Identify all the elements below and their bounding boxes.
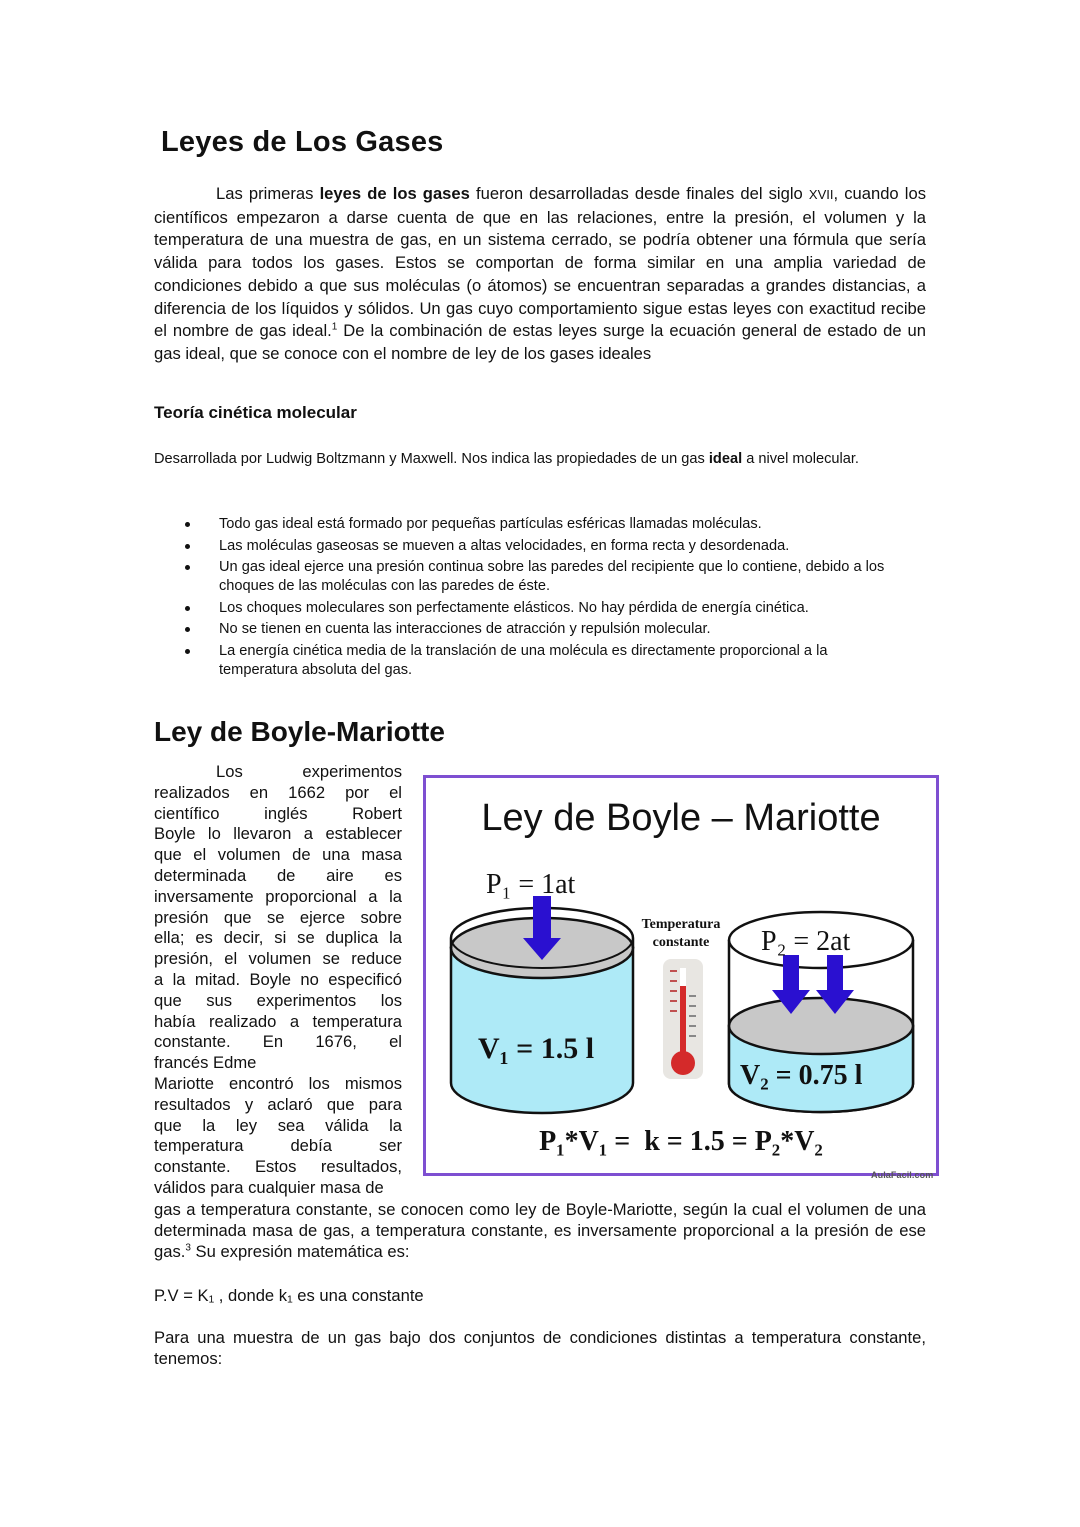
text-line: a la mitad. Boyle no especificó xyxy=(154,969,402,989)
p1-label: P₁ = 1at xyxy=(486,869,576,900)
text-line: resultados y aclaró que para xyxy=(154,1094,402,1114)
boyle-continuation-paragraph xyxy=(154,1199,926,1262)
description-text: a nivel molecular. xyxy=(742,451,859,467)
list-item xyxy=(154,642,934,680)
intro-paragraph xyxy=(154,183,926,366)
list-item-text: No se tienen en cuenta las interacciones de atracción y repulsión molecular. xyxy=(219,621,711,637)
description-bold-term: ideal xyxy=(708,451,743,467)
text-line: determinada de aire es xyxy=(154,865,402,885)
temperature-label: Temperatura xyxy=(641,917,721,932)
v2-label: V₂ = 0.75 l xyxy=(740,1060,863,1091)
closing-paragraph: Para una muestra de un gas bajo dos conjuntos de condiciones distintas a temperatura constante, tenemos: xyxy=(154,1328,926,1368)
text-line: francés Edme xyxy=(154,1053,257,1073)
boyle-mariotte-diagram xyxy=(423,775,939,1176)
text-line: inversamente proporcional a la xyxy=(154,886,402,906)
boyle-equation: P₁*V₁ = k = 1.5 = P₂*V₂ xyxy=(539,1126,823,1157)
text-line: constante. Estos resultados, xyxy=(154,1157,402,1177)
list-item xyxy=(154,599,934,618)
list-item xyxy=(154,620,934,639)
footnote-ref[interactable]: 1 xyxy=(331,321,338,333)
boyle-formula: P.V = K₁ , donde k₁ es una constante xyxy=(154,1286,424,1305)
paragraph-text: gas a temperatura constante, se conocen como ley de Boyle-Mariotte, según la cual el volumen de una determinada masa de gas, a temperatura constante, es inversamente proporcional a la presión de ese gas. xyxy=(154,1200,926,1261)
bullet-icon xyxy=(185,627,190,632)
kinetic-theory-description xyxy=(154,450,914,469)
intro-bold-term: leyes de los gases xyxy=(319,184,470,203)
page-title: Leyes de Los Gases xyxy=(161,126,444,158)
text-line: que sus experimentos los xyxy=(154,990,402,1010)
text-line: ella; es decir, si se duplica la xyxy=(154,928,402,948)
intro-text: Las primeras xyxy=(216,184,320,203)
thermometer-icon xyxy=(663,959,703,1079)
text-line: Los experimentos xyxy=(216,762,402,781)
section-heading-kinetic-theory: Teoría cinética molecular xyxy=(154,403,357,422)
text-line: que la ley sea válida la xyxy=(154,1115,402,1135)
list-item xyxy=(154,537,934,556)
image-credit: AulaFacil.com xyxy=(871,1170,934,1180)
list-item-text: Las moléculas gaseosas se mueven a altas velocidades, en forma recta y desordenada. xyxy=(219,537,790,554)
bullet-icon xyxy=(185,544,190,549)
bullet-icon xyxy=(185,565,190,570)
text-line: presión que se ejerce sobre xyxy=(154,907,402,927)
text-line: había realizado a temperatura xyxy=(154,1011,402,1031)
text-line: que el volumen de una masa xyxy=(154,845,402,865)
text-line: temperatura debía ser xyxy=(154,1136,402,1156)
text-line: válidos para cualquier masa de xyxy=(154,1177,384,1197)
paragraph-text: Su expresión matemática es: xyxy=(190,1242,410,1261)
intro-text: De la combinación de estas leyes surge la ecuación general de estado de un gas ideal, que se conoce con el nombre de ley de los gases ideales xyxy=(154,321,926,363)
description-text: Desarrollada por Ludwig Boltzmann y Maxwell. Nos indica las propiedades de un gas xyxy=(154,451,709,467)
bullet-icon xyxy=(185,522,190,527)
list-item-text: La energía cinética media de la translación de una molécula es directamente proporcional a la temperatura absoluta del gas. xyxy=(219,642,828,678)
text-line: constante. En 1676, el xyxy=(154,1032,402,1052)
footnote-ref[interactable]: 3 xyxy=(185,1242,191,1254)
v1-label: V₁ = 1.5 l xyxy=(478,1032,595,1065)
bullet-icon xyxy=(185,606,190,611)
diagram-title: Ley de Boyle – Mariotte xyxy=(481,797,881,839)
boyle-column-text xyxy=(154,762,402,1199)
text-line: Boyle lo llevaron a establecer xyxy=(154,824,402,844)
list-item-text: Un gas ideal ejerce una presión continua sobre las paredes del recipiente que lo contiene, debido a los choques de las moléculas con las paredes de éste. xyxy=(219,559,885,594)
text-line: realizados en 1662 por el xyxy=(154,782,402,802)
bullet-icon xyxy=(185,649,190,654)
century-numeral: XVII xyxy=(808,187,834,202)
p2-label: P₂ = 2at xyxy=(761,926,851,957)
text-line: científico inglés Robert xyxy=(154,803,402,823)
list-item-text: Todo gas ideal está formado por pequeñas partículas esféricas llamadas moléculas. xyxy=(219,516,762,532)
intro-text: , cuando los científicos empezaron a darse cuenta de que en las relaciones, entre la presión, el volumen y la temperatura de una muestra de gas, en un sistema cerrado, se podría obtener una fórmula que sería válida para todos los gases. Estos se comportan de forma similar en una amplia variedad de condiciones debido a que sus moléculas (o átomos) se encuentran separadas a grandes distancias, a diferencia de los líquidos y sólidos. Un gas cuyo comportamiento sigue estas leyes con exactitud recibe el nombre de gas ideal. xyxy=(154,184,927,341)
kinetic-theory-bullet-list xyxy=(154,515,934,682)
list-item xyxy=(154,515,934,534)
text-line: Mariotte encontró los mismos xyxy=(154,1073,402,1093)
intro-text: fueron desarrolladas desde finales del siglo xyxy=(469,184,809,203)
list-item xyxy=(154,558,934,596)
text-line: presión, el volumen se reduce xyxy=(154,949,402,969)
temperature-label: constante xyxy=(652,935,710,950)
list-item-text: Los choques moleculares son perfectamente elásticos. No hay pérdida de energía cinética. xyxy=(219,599,809,616)
section-heading-boyle-mariotte: Ley de Boyle-Mariotte xyxy=(154,716,445,747)
diagram-illustration xyxy=(426,778,936,1173)
